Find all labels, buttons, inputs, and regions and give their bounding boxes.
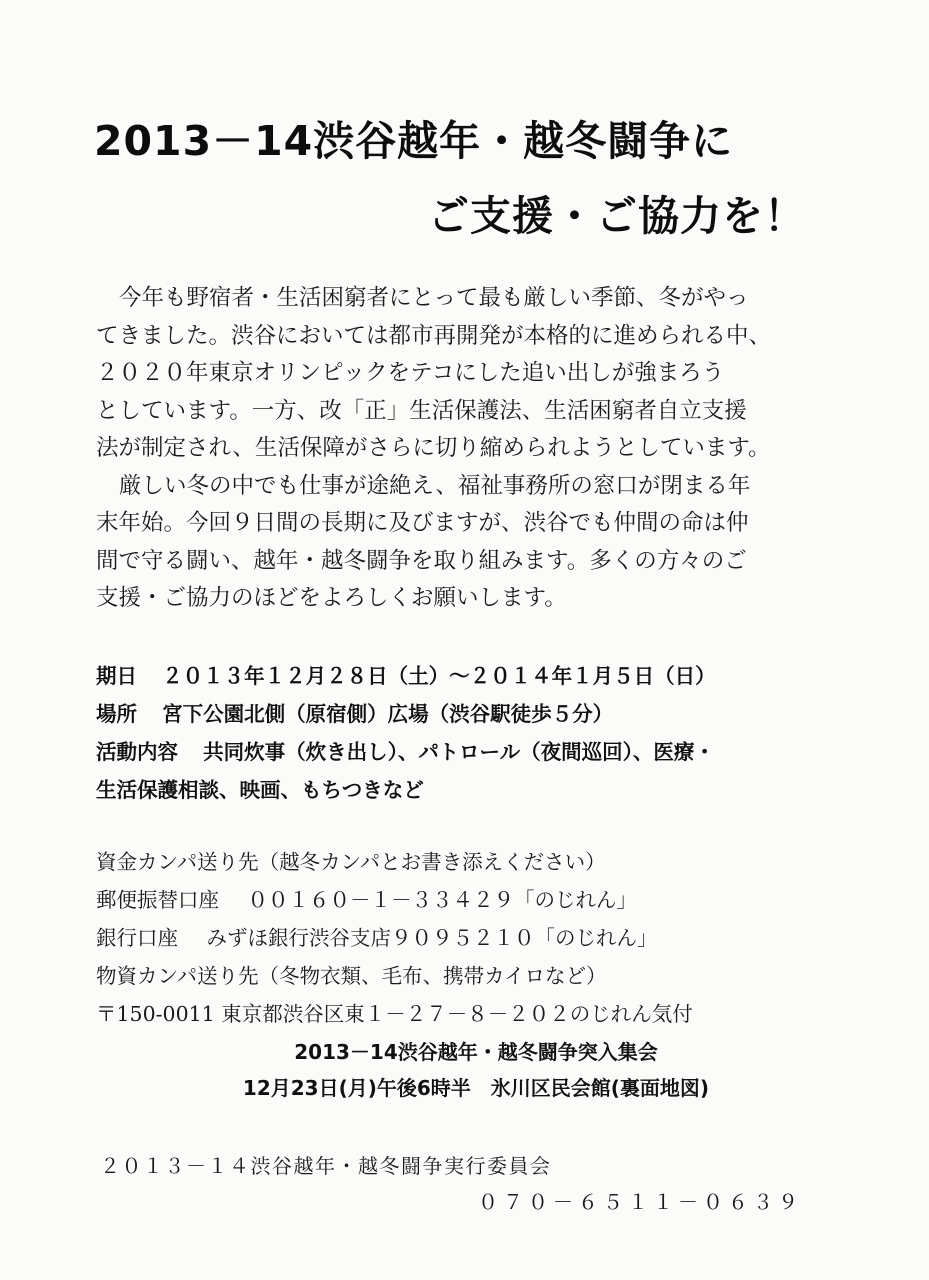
committee-name: ２０１３－１４渋谷越年・越冬闘争実行委員会: [100, 1154, 552, 1178]
body-line: ２０２０年東京オリンピックをテコにした追い出しが強まろう: [96, 360, 725, 386]
body-line: 支援・ご協力のほどをよろしくお願いします。: [96, 585, 567, 611]
postal-value: ００１６０－１－３３４２９「のじれん」: [247, 888, 638, 912]
rally-datetime: 12月23日(月)午後6時半 氷川区民会館(裏面地図): [242, 1076, 710, 1100]
bank-label: 銀行口座: [96, 926, 178, 950]
title-line-2: ご支援・ご協力を！: [428, 192, 806, 240]
body-line: としています。一方、改「正」生活保護法、生活困窮者自立支援: [96, 397, 747, 424]
body-line: 末年始。今回９日間の長期に及びますが、渋谷でも仲間の命は仲: [96, 510, 749, 536]
body-line: てきました。渋谷においては都市再開発が本格的に進められる中、: [96, 322, 772, 349]
period-label: 期日: [96, 664, 137, 688]
rally-title: 2013－14渋谷越年・越冬闘争突入集会: [294, 1040, 658, 1064]
period-value: ２０１３年１２月２８日（土）～２０１４年１月５日（日）: [162, 664, 716, 688]
title-line-1: 2013－14渋谷越年・越冬闘争に: [94, 117, 734, 165]
activity-value: 共同炊事（炊き出し）、パトロール（夜間巡回）、医療・: [203, 740, 715, 764]
place-value: 宮下公園北側（原宿側）広場（渋谷駅徒歩５分）: [162, 702, 614, 726]
body-line: 今年も野宿者・生活困窮者にとって最も厳しい季節、冬がやっ: [119, 285, 749, 311]
mailing-address: 〒150-0011 東京都渋谷区東１－２７－８－２０２のじれん気付: [96, 1002, 693, 1026]
event-info: [96, 657, 856, 809]
postal-row: [96, 881, 856, 919]
donation-info: [96, 843, 856, 1033]
body-paragraph: [96, 280, 836, 618]
phone-number: ０７０－６５１１－０６３９: [478, 1190, 803, 1214]
funds-heading: 資金カンパ送り先（越冬カンパとお書き添えください）: [96, 850, 606, 874]
activity-row-cont: [96, 771, 856, 809]
period-row: [96, 657, 856, 695]
body-line: 間で守る闘い、越年・越冬闘争を取り組みます。多くの方々のご: [96, 547, 747, 574]
bank-value: みずほ銀行渋谷支店９０９５２１０「のじれん」: [206, 926, 658, 950]
activity-row: [96, 733, 856, 771]
activity-label: 活動内容: [96, 740, 178, 764]
activity-value-cont: 生活保護相談、映画、もちつきなど: [96, 778, 424, 802]
goods-heading: 物資カンパ送り先（冬物衣類、毛布、携帯カイロなど）: [96, 964, 607, 988]
place-label: 場所: [96, 702, 137, 726]
bank-row: [96, 919, 856, 957]
place-row: [96, 695, 856, 733]
postal-label: 郵便振替口座: [96, 888, 219, 912]
body-line: 厳しい冬の中でも仕事が途絶え、福祉事務所の窓口が閉まる年: [119, 472, 751, 499]
body-line: 法が制定され、生活保障がさらに切り縮められようとしています。: [96, 435, 771, 461]
